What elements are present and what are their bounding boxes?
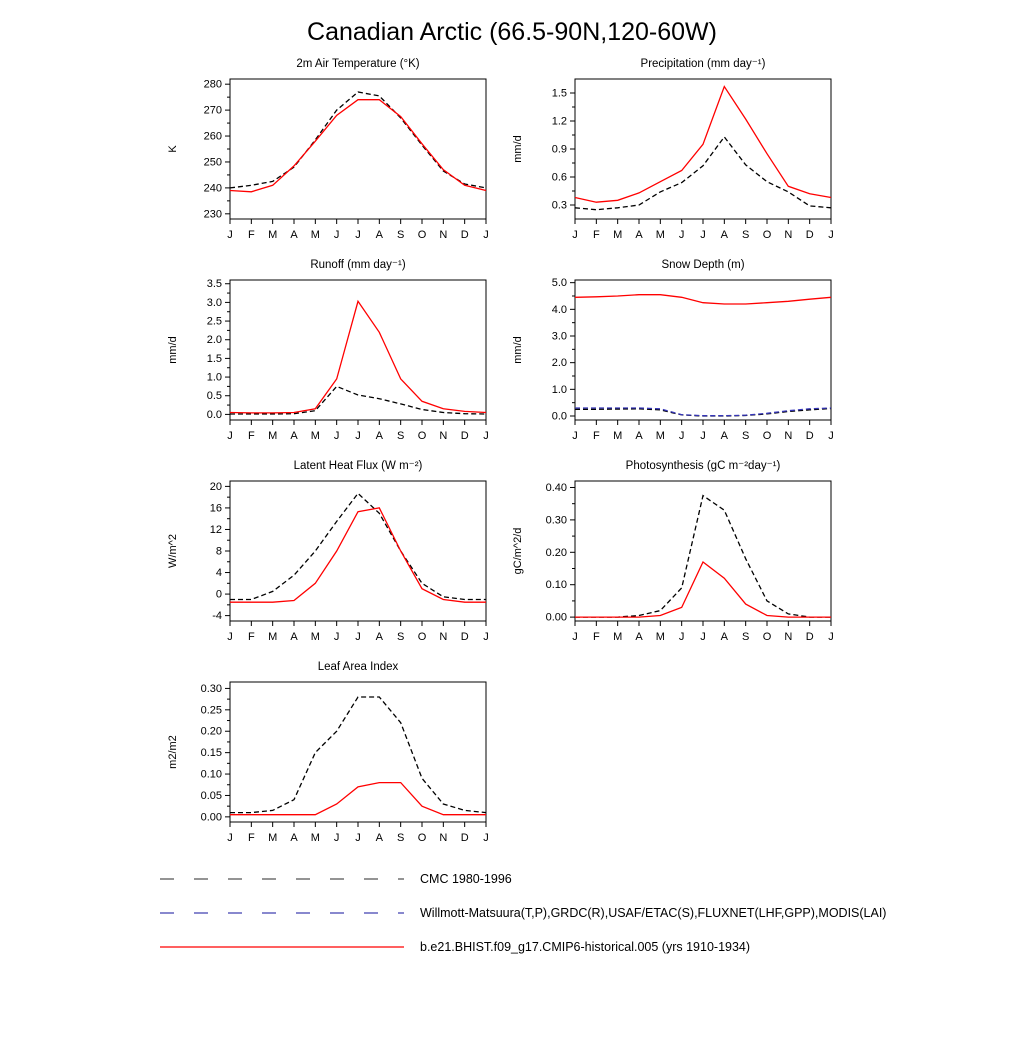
y-tick-label: 20 xyxy=(209,480,222,493)
y-axis xyxy=(552,277,575,422)
x-tick-label: J xyxy=(483,832,489,844)
x-tick-label: J xyxy=(355,229,361,241)
y-tick-label: 12 xyxy=(209,523,222,536)
panel-title: Runoff (mm day⁻¹) xyxy=(310,259,406,271)
panel-photosynthesis xyxy=(495,455,840,651)
y-tick-label: 1.0 xyxy=(551,383,567,396)
y-tick-label: 4 xyxy=(215,567,222,580)
x-tick-label: N xyxy=(439,229,448,241)
x-tick-label: F xyxy=(247,430,255,442)
y-tick-label: 270 xyxy=(203,104,222,117)
legend-label: Willmott-Matsuura(T,P),GRDC(R),USAF/ETAC(S),FLUXNET(LHF,GPP),MODIS(LAI) xyxy=(420,906,887,920)
panel-title: Precipitation (mm day⁻¹) xyxy=(640,58,766,70)
x-tick-label: J xyxy=(333,832,340,844)
x-tick-label: F xyxy=(592,430,600,442)
y-tick-label: 260 xyxy=(203,130,222,143)
x-tick-label: J xyxy=(333,631,340,643)
y-tick-label: 280 xyxy=(203,78,222,91)
x-tick-label: J xyxy=(227,229,233,241)
legend-line xyxy=(158,873,406,885)
y-axis-label: K xyxy=(167,145,179,153)
y-tick-label: 2.5 xyxy=(206,315,222,328)
y-tick-label: 0.0 xyxy=(206,408,222,421)
y-tick-label: 240 xyxy=(203,182,222,195)
series-obs xyxy=(575,496,831,617)
x-tick-label: F xyxy=(247,832,255,844)
y-tick-label: 0.3 xyxy=(551,199,567,212)
series-model xyxy=(575,295,831,304)
x-tick-label: A xyxy=(375,832,384,844)
x-tick-label: M xyxy=(613,631,623,643)
x-tick-label: D xyxy=(805,631,814,643)
x-tick-label: N xyxy=(784,430,793,442)
panel-title: 2m Air Temperature (°K) xyxy=(296,58,420,70)
panel-runoff xyxy=(150,254,495,450)
x-tick-label: J xyxy=(678,430,685,442)
x-tick-label: J xyxy=(828,229,834,241)
y-axis xyxy=(210,481,230,622)
x-tick-label: N xyxy=(784,229,793,241)
x-tick-label: O xyxy=(417,229,427,241)
panel-snow-depth xyxy=(495,254,840,450)
x-tick-label: O xyxy=(762,430,772,442)
x-tick-label: J xyxy=(355,631,361,643)
x-tick-label: M xyxy=(655,631,665,643)
y-axis-label: mm/d xyxy=(512,336,524,364)
x-tick-label: A xyxy=(720,229,729,241)
x-tick-label: A xyxy=(290,430,298,442)
panel-leaf-area-index xyxy=(150,656,495,852)
y-tick-label: 3.0 xyxy=(206,296,222,309)
x-tick-label: S xyxy=(396,430,405,442)
x-tick-label: M xyxy=(310,832,320,844)
y-tick-label: 1.5 xyxy=(551,87,567,100)
x-tick-label: N xyxy=(784,631,793,643)
x-tick-label: D xyxy=(805,229,814,241)
legend-line xyxy=(158,907,406,919)
legend xyxy=(158,872,1024,954)
y-tick-label: 0.5 xyxy=(206,390,222,403)
series-obs xyxy=(230,493,486,599)
series-model xyxy=(230,508,486,602)
x-tick-label: S xyxy=(741,631,750,643)
x-tick-label: D xyxy=(460,430,469,442)
x-axis xyxy=(227,219,489,241)
panels-grid xyxy=(150,53,1024,852)
x-tick-label: M xyxy=(268,832,278,844)
x-tick-label: J xyxy=(227,832,233,844)
y-tick-label: 0.40 xyxy=(545,481,567,494)
figure-title: Canadian Arctic (66.5-90N,120-60W) xyxy=(307,18,717,46)
x-tick-label: J xyxy=(333,229,340,241)
x-tick-label: J xyxy=(483,631,489,643)
x-tick-label: F xyxy=(592,229,600,241)
y-tick-label: 0.10 xyxy=(545,579,567,592)
x-tick-label: O xyxy=(417,430,427,442)
y-axis xyxy=(207,278,230,421)
y-tick-label: 0.30 xyxy=(200,682,222,695)
x-tick-label: J xyxy=(572,631,578,643)
x-tick-label: J xyxy=(678,631,685,643)
series-model xyxy=(230,301,486,413)
y-tick-label: 0.00 xyxy=(545,611,567,624)
x-tick-label: F xyxy=(247,229,255,241)
plot-frame xyxy=(575,481,831,621)
x-tick-label: M xyxy=(310,229,320,241)
panel-latent-heat-flux xyxy=(150,455,495,651)
legend-item xyxy=(158,906,1024,920)
x-tick-label: A xyxy=(720,430,729,442)
x-tick-label: A xyxy=(635,229,643,241)
y-axis xyxy=(546,482,575,624)
figure-page xyxy=(0,18,1024,954)
y-tick-label: 0.10 xyxy=(200,768,222,781)
y-tick-label: 5.0 xyxy=(551,277,567,290)
x-tick-label: M xyxy=(655,229,665,241)
y-tick-label: 0.20 xyxy=(545,546,567,559)
panel-air-temperature xyxy=(150,53,495,249)
y-axis xyxy=(204,79,230,221)
x-tick-label: J xyxy=(333,430,340,442)
y-tick-label: 0.9 xyxy=(551,143,567,156)
x-tick-label: O xyxy=(417,631,427,643)
x-tick-label: S xyxy=(396,832,405,844)
x-tick-label: M xyxy=(268,430,278,442)
x-tick-label: M xyxy=(268,631,278,643)
x-tick-label: J xyxy=(572,430,578,442)
x-tick-label: J xyxy=(355,430,361,442)
x-tick-label: M xyxy=(613,229,623,241)
x-tick-label: N xyxy=(439,430,448,442)
x-tick-label: A xyxy=(635,631,643,643)
series-obs2 xyxy=(575,408,831,416)
x-tick-label: J xyxy=(483,229,489,241)
y-tick-label: 0.30 xyxy=(545,514,567,527)
series-obs xyxy=(575,409,831,417)
x-tick-label: S xyxy=(396,229,405,241)
y-tick-label: 0.00 xyxy=(200,811,222,824)
plot-frame xyxy=(575,79,831,219)
x-tick-label: A xyxy=(290,631,298,643)
x-tick-label: J xyxy=(828,631,834,643)
panel-title: Leaf Area Index xyxy=(317,661,399,673)
legend-item xyxy=(158,940,1024,954)
series-obs xyxy=(575,137,831,210)
x-tick-label: J xyxy=(227,430,233,442)
panel-title: Latent Heat Flux (W m⁻²) xyxy=(293,460,423,472)
series-model xyxy=(230,783,486,815)
x-tick-label: S xyxy=(741,430,750,442)
x-tick-label: D xyxy=(805,430,814,442)
y-tick-label: 0.6 xyxy=(551,171,567,184)
x-tick-label: M xyxy=(310,430,320,442)
y-axis-label: mm/d xyxy=(167,336,179,364)
y-tick-label: 0.05 xyxy=(200,789,222,802)
y-tick-label: 0 xyxy=(215,588,222,601)
y-tick-label: 4.0 xyxy=(551,303,567,316)
y-axis-label: mm/d xyxy=(512,135,524,163)
y-tick-label: -4 xyxy=(212,610,222,623)
x-tick-label: J xyxy=(700,631,706,643)
series-model xyxy=(575,87,831,203)
x-tick-label: A xyxy=(635,430,643,442)
x-tick-label: M xyxy=(268,229,278,241)
x-tick-label: M xyxy=(613,430,623,442)
y-tick-label: 0.0 xyxy=(551,410,567,423)
legend-line xyxy=(158,941,406,953)
x-tick-label: J xyxy=(700,430,706,442)
y-tick-label: 230 xyxy=(203,208,222,221)
y-axis-label: m2/m2 xyxy=(167,735,179,769)
x-axis xyxy=(227,621,489,643)
x-tick-label: D xyxy=(460,832,469,844)
x-tick-label: A xyxy=(290,229,298,241)
x-tick-label: O xyxy=(762,229,772,241)
y-tick-label: 8 xyxy=(215,545,222,558)
legend-label: b.e21.BHIST.f09_g17.CMIP6-historical.005 (yrs 1910-1934) xyxy=(420,940,751,954)
x-tick-label: J xyxy=(483,430,489,442)
x-axis xyxy=(572,621,834,643)
x-tick-label: N xyxy=(439,631,448,643)
panel-title: Photosynthesis (gC m⁻²day⁻¹) xyxy=(625,460,781,472)
x-tick-label: J xyxy=(700,229,706,241)
series-model xyxy=(230,100,486,192)
x-tick-label: D xyxy=(460,631,469,643)
x-tick-label: D xyxy=(460,229,469,241)
y-axis-label: gC/m^2/d xyxy=(512,527,524,575)
y-tick-label: 2.0 xyxy=(206,334,222,347)
x-tick-label: J xyxy=(572,229,578,241)
x-tick-label: A xyxy=(375,229,384,241)
x-tick-label: A xyxy=(720,631,729,643)
x-tick-label: J xyxy=(355,832,361,844)
x-tick-label: J xyxy=(678,229,685,241)
y-tick-label: 0.15 xyxy=(200,747,222,760)
x-tick-label: J xyxy=(828,430,834,442)
plot-frame xyxy=(230,682,486,822)
y-tick-label: 1.0 xyxy=(206,371,222,384)
x-tick-label: F xyxy=(247,631,255,643)
x-tick-label: A xyxy=(375,430,384,442)
y-tick-label: 0.20 xyxy=(200,725,222,738)
x-tick-label: M xyxy=(655,430,665,442)
x-axis xyxy=(572,420,834,442)
panel-precipitation xyxy=(495,53,840,249)
y-axis-label: W/m^2 xyxy=(167,534,179,568)
x-tick-label: S xyxy=(396,631,405,643)
x-tick-label: A xyxy=(375,631,384,643)
legend-item xyxy=(158,872,1024,886)
x-axis xyxy=(227,420,489,442)
y-tick-label: 3.0 xyxy=(551,330,567,343)
x-tick-label: O xyxy=(762,631,772,643)
x-tick-label: F xyxy=(592,631,600,643)
x-tick-label: S xyxy=(741,229,750,241)
y-tick-label: 2.0 xyxy=(551,357,567,370)
series-model xyxy=(575,562,831,617)
x-axis xyxy=(227,822,489,844)
panel-title: Snow Depth (m) xyxy=(661,259,745,271)
x-tick-label: A xyxy=(290,832,298,844)
series-obs xyxy=(230,697,486,813)
legend-label: CMC 1980-1996 xyxy=(420,872,512,886)
x-tick-label: J xyxy=(227,631,233,643)
x-tick-label: O xyxy=(417,832,427,844)
y-tick-label: 250 xyxy=(203,156,222,169)
y-tick-label: 1.2 xyxy=(551,115,567,128)
x-tick-label: M xyxy=(310,631,320,643)
x-tick-label: N xyxy=(439,832,448,844)
y-tick-label: 16 xyxy=(209,502,222,515)
x-axis xyxy=(572,219,834,241)
y-tick-label: 3.5 xyxy=(206,278,222,291)
y-axis xyxy=(201,683,230,823)
y-axis xyxy=(552,88,575,212)
y-tick-label: 1.5 xyxy=(206,352,222,365)
y-tick-label: 0.25 xyxy=(200,704,222,717)
